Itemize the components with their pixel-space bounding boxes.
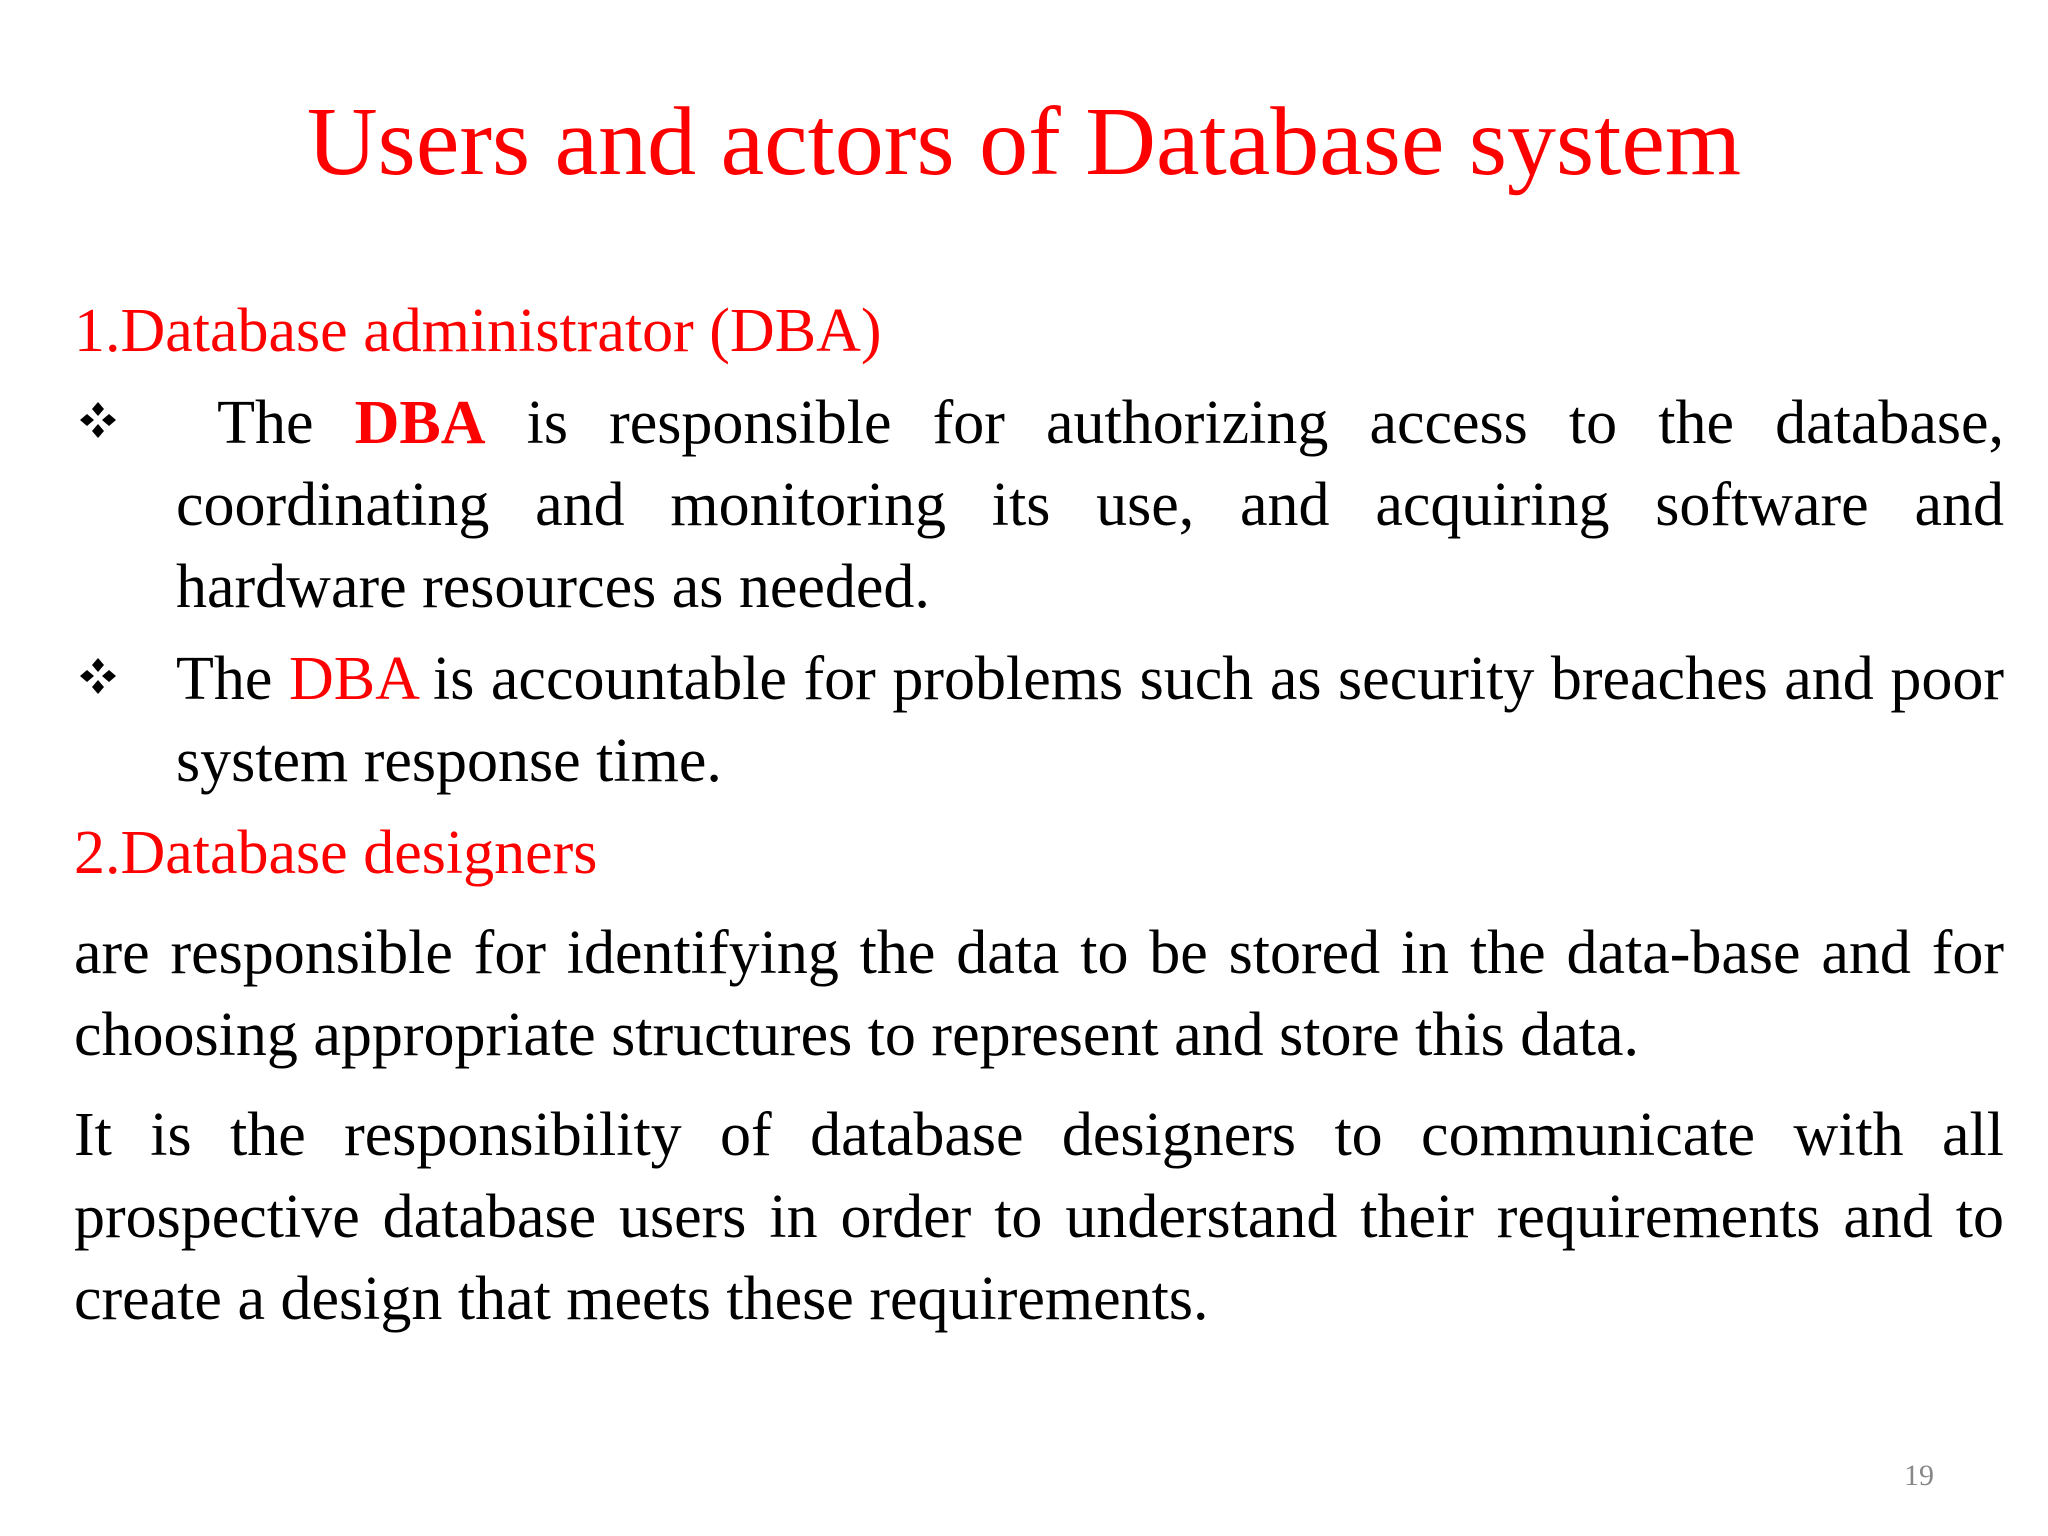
slide-title: Users and actors of Database system [306, 88, 1742, 196]
section-heading-dba: 1.Database administrator (DBA) [74, 297, 882, 365]
bullet-2-dba-highlight: DBA [288, 645, 417, 713]
designers-paragraph-1: are responsible for identifying the data to be stored in the data-base and for choosing appropriate structures to represent and store this data. [74, 919, 2004, 1069]
bullet-item-2 [74, 638, 2004, 802]
bullet-1-text: is responsible for authorizing access to the database, coordinating and monitoring its use, and acquiring software and hardware resources as needed. [176, 389, 2005, 621]
bullet-2-text: is accountable for problems such as security breaches and poor system response time. [176, 645, 2004, 795]
slide-content [74, 290, 2004, 1340]
diamond-bullet-icon [78, 400, 118, 440]
bullet-2-prefix: The [176, 645, 289, 713]
bullet-item-1 [74, 382, 2004, 628]
bullet-1-prefix: The [176, 389, 355, 457]
section-heading-designers: 2.Database designers [74, 819, 598, 887]
bullet-1-dba-highlight: DBA [354, 389, 486, 457]
diamond-bullet-icon [78, 656, 118, 696]
designers-paragraph-2: It is the responsibility of database designers to communicate with all prospective database users in order to understand their requirements and to create a design that meets these requirements. [74, 1101, 2004, 1333]
page-number: 19 [1904, 1459, 1934, 1492]
